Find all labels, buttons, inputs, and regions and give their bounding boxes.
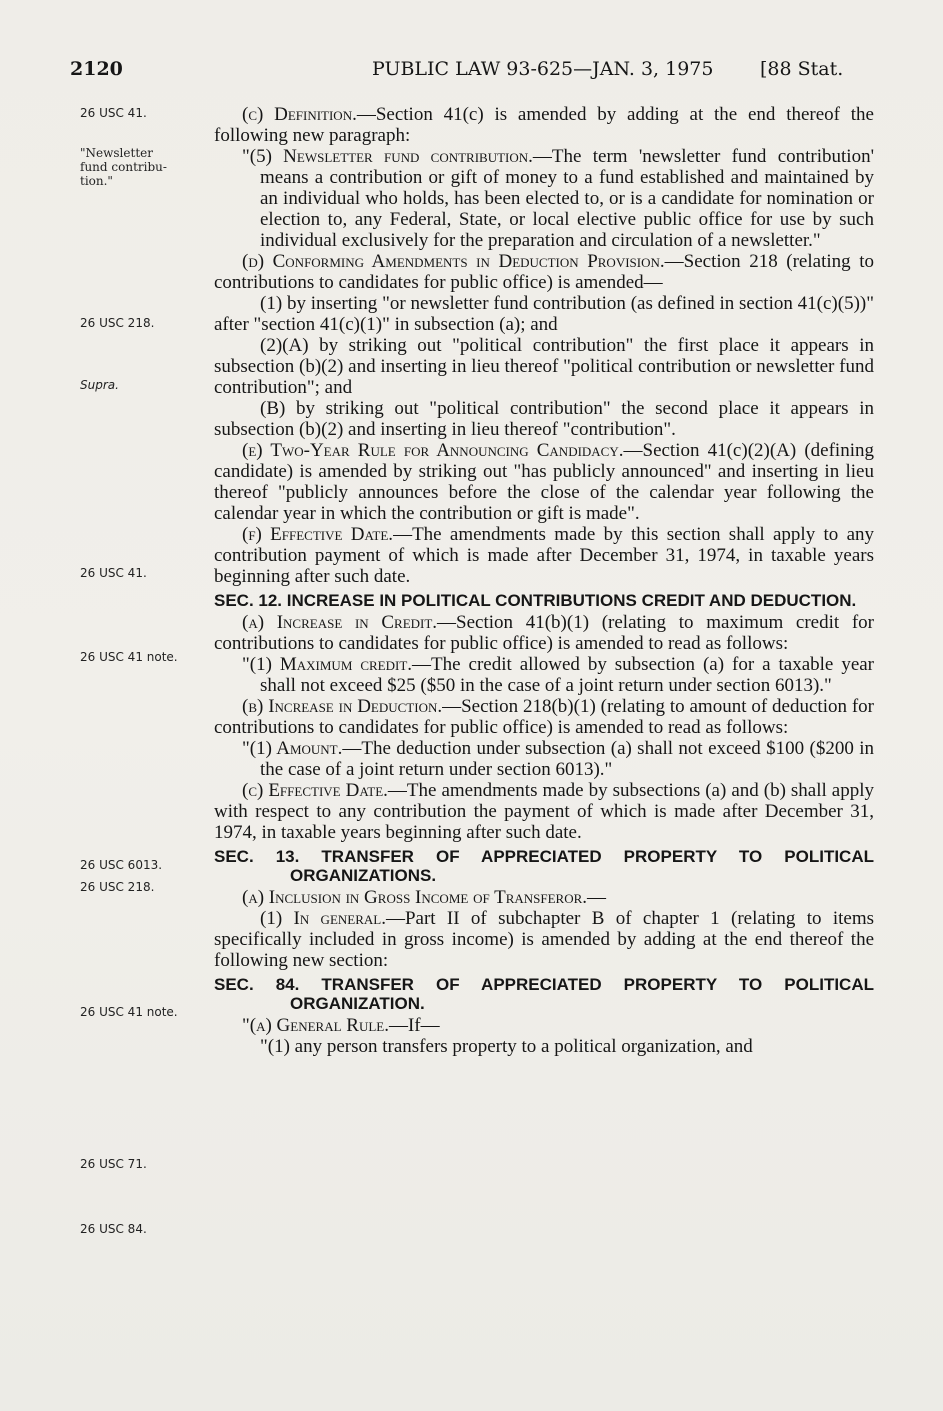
paragraph: "(1) Amount.—The deduction under subsection (a) shall not exceed $100 ($200 in the case of a joint return under section 6013)." (242, 738, 874, 780)
paragraph: (1) In general.—Part II of subchapter B of chapter 1 (relating to items specifically included in gross income) is amended by adding at the end thereof the following new section: (214, 908, 874, 971)
margin-note: 26 USC 218. (80, 880, 155, 894)
paragraph: (a) Inclusion in Gross Income of Transferor.— (242, 887, 607, 908)
margin-note: 26 USC 218. (80, 316, 155, 330)
paragraph: (b) Increase in Deduction.—Section 218(b)(1) (relating to amount of deduction for contributions to candidates for public office) is amended to read as follows: (214, 696, 874, 738)
margin-note: Supra. (80, 378, 119, 392)
page-number: 2120 (70, 58, 123, 80)
paragraph: (f) Effective Date.—The amendments made by this section shall apply to any contribution payment of which is made after December 31, 1974, in taxable years beginning after such date. (214, 524, 875, 587)
paragraph: (2)(A) by striking out "political contribution" the first place it appears in subsection (b)(2) and inserting in lieu thereof "political contribution or newsletter fund contribution"; and (214, 335, 874, 398)
margin-note: 26 USC 84. (80, 1222, 147, 1236)
section-heading: SEC. 13. TRANSFER OF APPRECIATED PROPERTY TO POLITICAL ORGANIZATIONS. (214, 847, 874, 885)
statute-reference: [88 Stat. (760, 58, 844, 80)
margin-note: 26 USC 6013. (80, 858, 163, 872)
margin-note: 26 USC 41. (80, 106, 147, 120)
running-title: PUBLIC LAW 93-625—JAN. 3, 1975 (372, 58, 714, 80)
paragraph: (a) Increase in Credit.—Section 41(b)(1) (relating to maximum credit for contributions to candidates for public office) is amended to read as follows: (214, 612, 874, 654)
paragraph: (c) Effective Date.—The amendments made by subsections (a) and (b) shall apply with respect to any contribution the payment of which is made after December 31, 1974, in taxable years beginning after such date. (214, 780, 874, 843)
margin-note: 26 USC 41. (80, 566, 147, 580)
margin-note: 26 USC 41 note. (80, 1005, 178, 1019)
paragraph: "(1) any person transfers property to a political organization, and (260, 1036, 753, 1057)
paragraph: "(1) Maximum credit.—The credit allowed by subsection (a) for a taxable year shall not exceed $25 ($50 in the case of a joint return under section 6013)." (242, 654, 875, 696)
paragraph: "(5) Newsletter fund contribution.—The term 'newsletter fund contribution' means a contribution or gift of money to a fund established and maintained by an individual who holds, has been elected to, or is a candidate for nomination or election to, any Federal, State, or local elective public office for use by such individual exclusively for the preparation and circulation of a newsletter." (242, 146, 875, 251)
paragraph: (B) by striking out "political contribution" the second place it appears in subsection (b)(2) and inserting in lieu thereof "contribution". (214, 398, 874, 440)
margin-note: 26 USC 71. (80, 1157, 147, 1171)
paragraph: (e) Two-Year Rule for Announcing Candidacy.—Section 41(c)(2)(A) (defining candidate) is amended by striking out "has publicly announced" and inserting in lieu thereof "publicly announces before the close of the calendar year following the calendar year in which the contribution or gift is made". (214, 440, 874, 524)
paragraph: (1) by inserting "or newsletter fund contribution (as defined in section 41(c)(5))" after "section 41(c)(1)" in subsection (a); and (214, 293, 874, 335)
paragraph: (c) Definition.—Section 41(c) is amended by adding at the end thereof the following new paragraph: (214, 104, 874, 146)
margin-note: 26 USC 41 note. (80, 650, 178, 664)
margin-note: "Newsletter fund contribu- tion." (80, 146, 167, 188)
section-heading: SEC. 12. INCREASE IN POLITICAL CONTRIBUTIONS CREDIT AND DEDUCTION. (214, 591, 857, 610)
section-heading: SEC. 84. TRANSFER OF APPRECIATED PROPERTY TO POLITICAL ORGANIZATION. (214, 975, 874, 1013)
statute-text (214, 104, 874, 1057)
paragraph: "(a) General Rule.—If— (242, 1015, 440, 1036)
paragraph: (d) Conforming Amendments in Deduction Provision.—Section 218 (relating to contributions to candidates for public office) is amended— (214, 251, 874, 293)
